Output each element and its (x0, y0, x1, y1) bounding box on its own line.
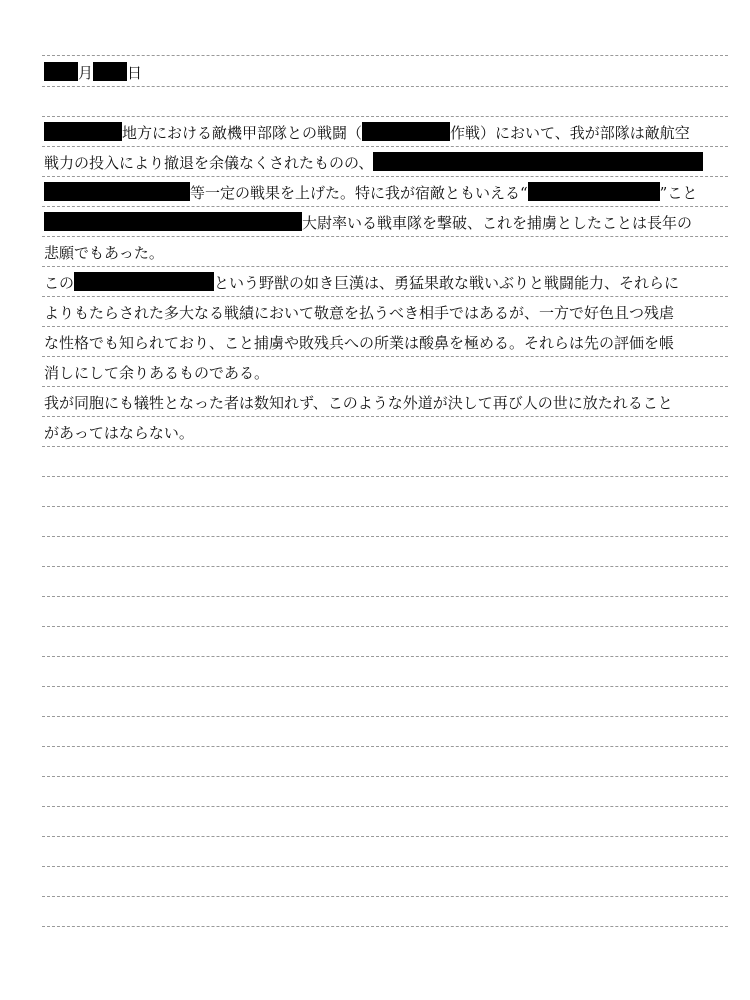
text-line (44, 210, 734, 236)
text-segment: よりもたらされた多大なる戦績において敬意を払うべき相手ではあるが、一方で好色且つ残虐 (44, 304, 675, 322)
ruled-line (42, 236, 728, 237)
ruled-line (42, 446, 728, 447)
text-segment: 地方における敵機甲部隊との戦闘（ (122, 124, 363, 142)
ruled-line (42, 896, 728, 897)
text-line (44, 330, 734, 356)
redaction-bar (93, 62, 127, 81)
text-line (44, 240, 734, 266)
ruled-line (42, 146, 728, 147)
ruled-line (42, 416, 728, 417)
redaction-bar (44, 182, 190, 201)
ruled-line (42, 716, 728, 717)
text-segment: という野獣の如き巨漢は、勇猛果敢な戦いぶりと戦闘能力、それらに (214, 274, 680, 292)
ruled-line (42, 926, 728, 927)
redaction-bar (44, 122, 122, 141)
text-segment: 戦力の投入により撤退を余儀なくされたものの、 (44, 154, 374, 172)
ruled-line (42, 116, 728, 117)
text-line (44, 150, 734, 176)
text-segment: があってはならない。 (44, 424, 194, 442)
ruled-line (42, 386, 728, 387)
redaction-bar (373, 152, 703, 171)
text-line (44, 120, 734, 146)
ruled-line (42, 506, 728, 507)
month-suffix: 月 (78, 64, 94, 82)
day-suffix: 日 (127, 64, 143, 82)
ruled-line (42, 746, 728, 747)
ruled-line (42, 536, 728, 537)
ruled-line (42, 806, 728, 807)
text-segment: 消しにして余りあるものである。 (44, 364, 270, 382)
ruled-line (42, 596, 728, 597)
ruled-line (42, 356, 728, 357)
ruled-line (42, 776, 728, 777)
date-line (44, 60, 734, 86)
text-line (44, 300, 734, 326)
ruled-line (42, 266, 728, 267)
ruled-line (42, 176, 728, 177)
text-segment: 作戦）において、我が部隊は敵航空 (450, 124, 690, 142)
text-segment: 等一定の戦果を上げた。特に我が宿敵ともいえる“ (190, 184, 528, 202)
text-line (44, 420, 734, 446)
text-segment: 我が同胞にも犠牲となった者は数知れず、このような外道が決して再び人の世に放たれること (44, 394, 673, 412)
ruled-line (42, 55, 728, 56)
redaction-bar (44, 62, 78, 81)
ruled-line (42, 326, 728, 327)
ruled-line (42, 296, 728, 297)
redaction-bar (528, 182, 660, 201)
text-line (44, 360, 734, 386)
ruled-line (42, 476, 728, 477)
ruled-line (42, 686, 728, 687)
text-line (44, 390, 734, 416)
redaction-bar (362, 122, 450, 141)
text-segment: な性格でも知られており、こと捕虜や敗残兵への所業は酸鼻を極める。それらは先の評価を帳 (44, 334, 675, 352)
ruled-line (42, 866, 728, 867)
text-segment: ”こと (659, 184, 698, 202)
text-segment: 悲願でもあった。 (44, 244, 164, 262)
text-segment: 大尉率いる戦車隊を撃破、これを捕虜としたことは長年の (302, 214, 693, 232)
ruled-line (42, 206, 728, 207)
redaction-bar (44, 212, 302, 231)
text-line (44, 270, 734, 296)
ruled-line (42, 656, 728, 657)
ruled-line (42, 86, 728, 87)
ruled-line (42, 626, 728, 627)
text-line (44, 180, 734, 206)
ruled-line (42, 566, 728, 567)
text-segment: この (44, 274, 75, 292)
redaction-bar (74, 272, 214, 291)
ruled-line (42, 836, 728, 837)
